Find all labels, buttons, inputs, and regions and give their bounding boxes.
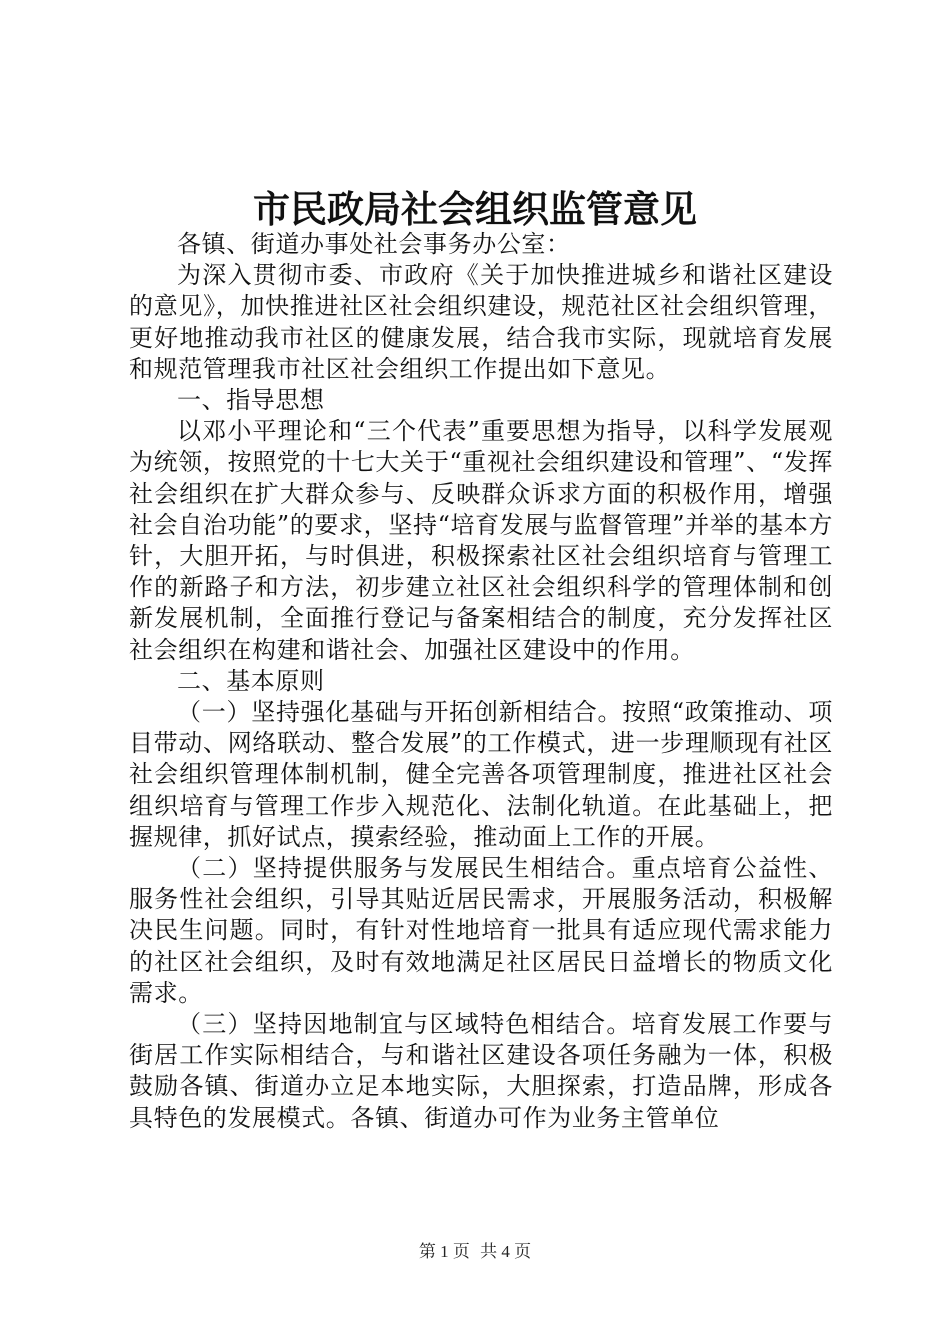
- document-body: [129, 229, 833, 1134]
- page-footer: [0, 1241, 950, 1263]
- section-heading-guiding-thought: 一、指导思想: [177, 386, 325, 415]
- paragraph-principle-1: （一）坚持强化基础与开拓创新相结合。按照“政策推动、项目带动、网络联动、整合发展”的工作模式，进一步理顺现有社区社会组织管理体制机制，健全完善各项管理制度，推进社区社会组织培育与管理工作步入规范化、法制化轨道。在此基础上，把握规律，抓好试点，摸索经验，推动面上工作的开展。: [129, 698, 833, 851]
- page-title: 市民政局社会组织监管意见: [253, 187, 697, 231]
- paragraph-principle-2: （二）坚持提供服务与发展民生相结合。重点培育公益性、服务性社会组织，引导其贴近居民需求，开展服务活动，积极解决民生问题。同时，有针对性地培育一批具有适应现代需求能力的社区社会组织，及时有效地满足社区居民日益增长的物质文化需求。: [129, 854, 833, 1007]
- page-number: 第 1 页: [418, 1242, 470, 1261]
- paragraph-guiding-thought: 以邓小平理论和“三个代表”重要思想为指导，以科学发展观为统领，按照党的十七大关于“重视社会组织建设和管理”、“发挥社会组织在扩大群众参与、反映群众诉求方面的积极作用，增强社会自治功能”的要求，坚持“培育发展与监督管理”并举的基本方针，大胆开拓，与时俱进，积极探索社区社会组织培育与管理工作的新路子和方法，初步建立社区社会组织科学的管理体制和创新发展机制，全面推行登记与备案相结合的制度，充分发挥社区社会组织在构建和谐社会、加强社区建设中的作用。: [129, 417, 833, 664]
- salutation: 各镇、街道办事处社会事务办公室：: [177, 230, 571, 258]
- page-total: 共 4 页: [480, 1242, 532, 1261]
- paragraph-intro: 为深入贯彻市委、市政府《关于加快推进城乡和谐社区建设的意见》，加快推进社区社会组织建设，规范社区社会组织管理，更好地推动我市社区的健康发展，结合我市实际，现就培育发展和规范管理我市社区社会组织工作提出如下意见。: [129, 261, 833, 383]
- section-heading-basic-principles: 二、基本原则: [177, 666, 325, 695]
- paragraph-principle-3: （三）坚持因地制宜与区域特色相结合。培育发展工作要与街居工作实际相结合，与和谐社区建设各项任务融为一体，积极鼓励各镇、街道办立足本地实际，大胆探索，打造品牌，形成各具特色的发展模式。各镇、街道办可作为业务主管单位: [129, 1010, 833, 1132]
